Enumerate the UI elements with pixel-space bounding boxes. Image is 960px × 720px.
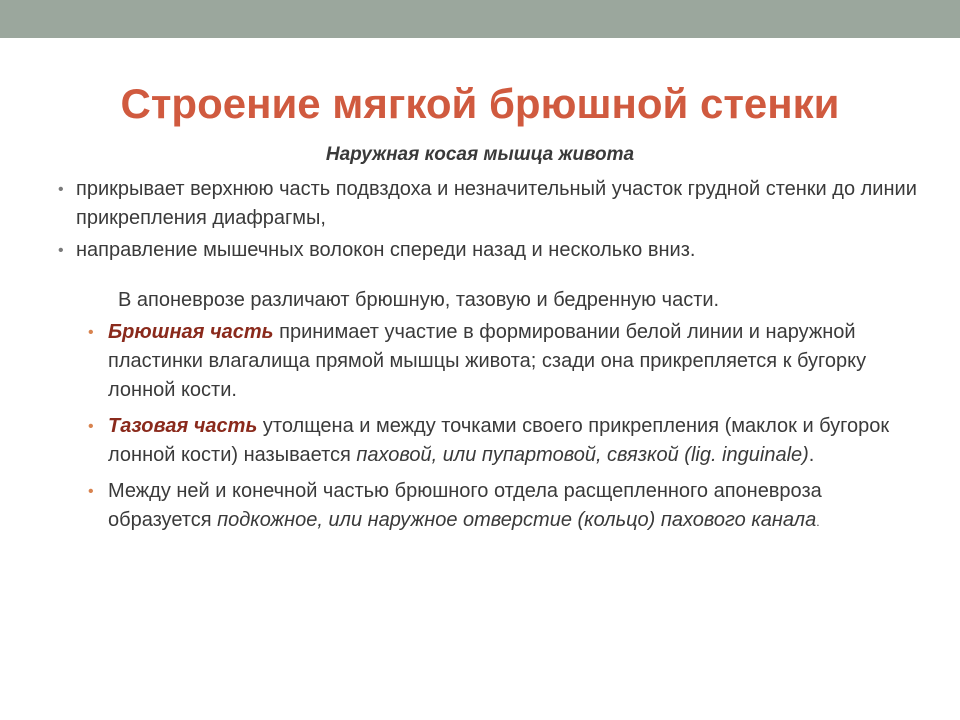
bullet-text-end: .: [816, 515, 820, 529]
bullet-text-end: .: [808, 444, 815, 466]
list-item: [88, 412, 928, 470]
term-abdominal: Брюшная часть: [108, 321, 274, 343]
slide-title: Строение мягкой брюшной стенки: [120, 80, 840, 127]
bullet-text: утолщена и между точками своего прикрепления (маклок и бугорок лонной кости) называется: [108, 415, 890, 466]
bullet-text: Между ней и конечной частью брюшного отдела расщепленного апоневроза образуется: [108, 480, 822, 531]
bullet-icon: •: [58, 181, 64, 198]
bullet-text: прикрывает верхнюю часть подвздоха и незначительный участок грудной стенки до линии прикрепления диафрагмы,: [76, 178, 917, 229]
bullet-text: принимает участие в формировании белой линии и наружной пластинки влагалища прямой мышцы живота; сзади она прикрепляется к бугорку лонной кости.: [108, 321, 867, 401]
list-item: [58, 236, 926, 265]
bullet-icon: •: [88, 483, 94, 500]
list-item: [88, 318, 928, 405]
subtitle: Наружная косая мышца живота: [325, 144, 635, 165]
bullet-icon: •: [58, 242, 64, 259]
term-pelvic: Тазовая часть: [108, 415, 258, 437]
bullet-list-2: [88, 318, 928, 544]
aponeurosis-paragraph: В апоневрозе различают брюшную, тазовую и бедренную части.: [118, 289, 720, 311]
bullet-icon: •: [88, 418, 94, 435]
top-bar: [0, 0, 960, 38]
italic-text: паховой, или пупартовой, связкой (lig. inguinale): [356, 444, 809, 466]
bullet-icon: •: [88, 324, 94, 341]
bullet-text: направление мышечных волокон спереди назад и несколько вниз.: [76, 239, 696, 261]
list-item: [58, 175, 926, 233]
italic-text: подкожное, или наружное отверстие (кольцо) пахового канала: [217, 509, 817, 531]
bullet-list-1: [58, 175, 926, 268]
list-item: [88, 477, 928, 537]
